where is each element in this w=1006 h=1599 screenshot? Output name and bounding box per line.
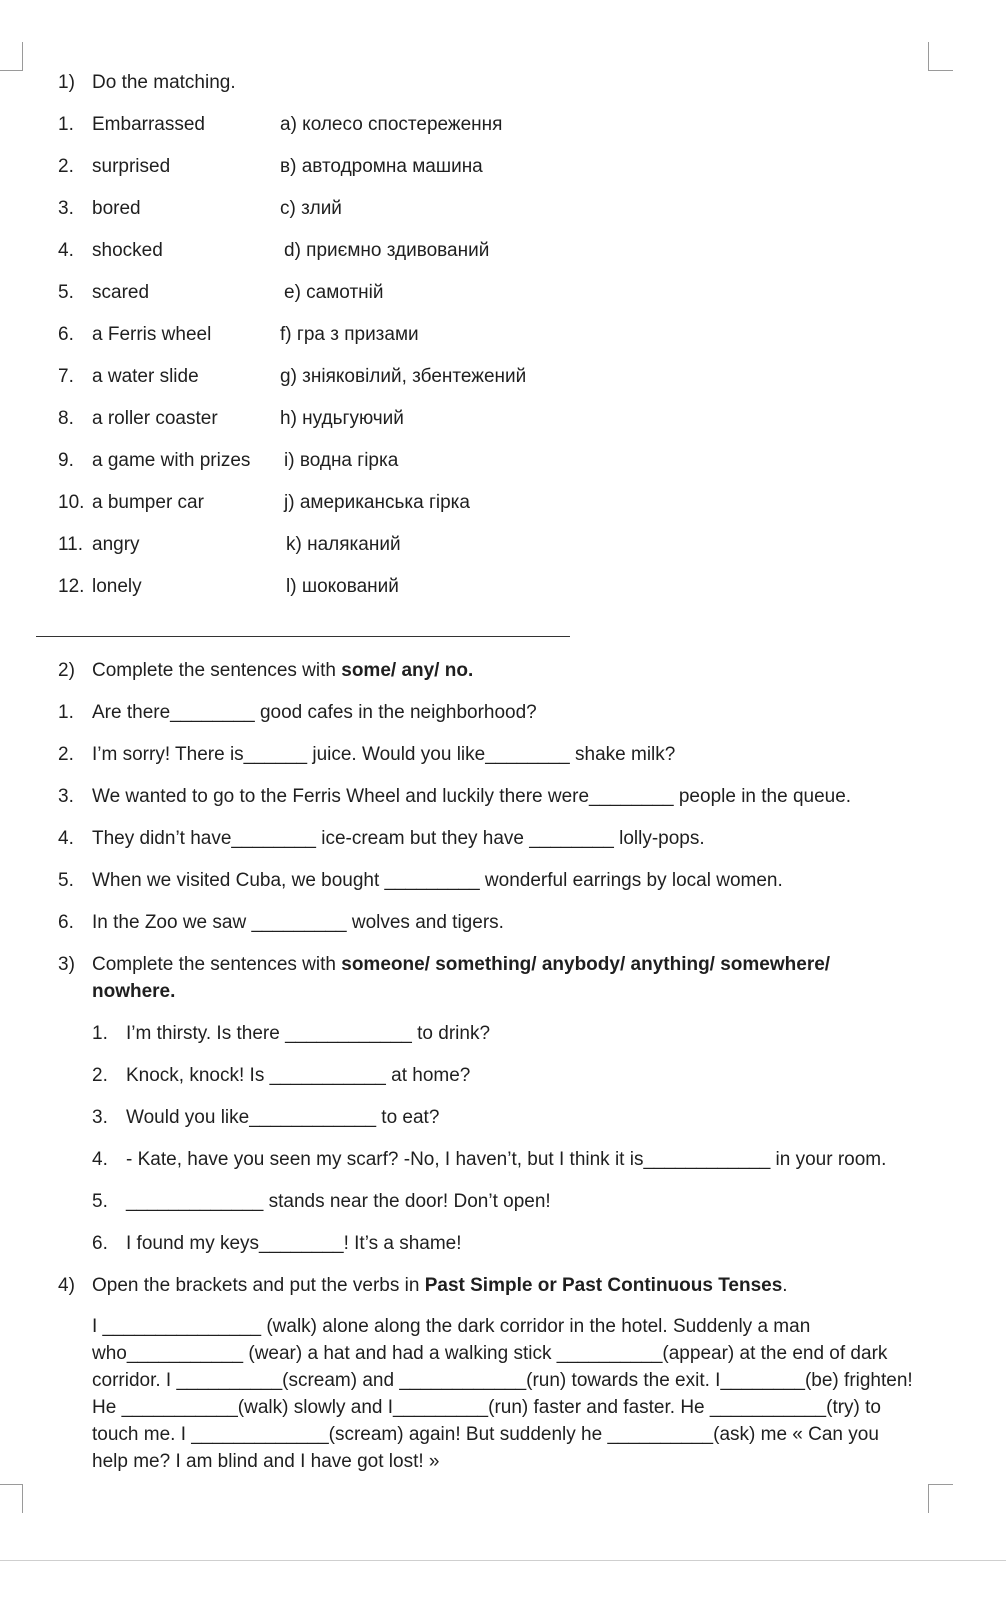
matching-item-word: a roller coaster <box>92 408 218 429</box>
matching-item-translation: в) автодромна машина <box>280 156 483 177</box>
task2-title-text: Complete the sentences with <box>92 660 342 681</box>
task2-title <box>92 660 473 682</box>
task2-number: 2) <box>58 660 75 681</box>
matching-item-number: 7. <box>58 366 74 387</box>
task3-title-keywords: someone/ something/ anybody/ anything/ somewhere/ <box>341 954 831 975</box>
matching-item-word: scared <box>92 282 150 303</box>
sentence-text: Knock, knock! Is ___________ at home? <box>126 1065 471 1086</box>
task4-title-keywords: Past Simple or Past Continuous Tenses <box>424 1275 783 1296</box>
matching-item-word: a game with prizes <box>92 450 251 471</box>
matching-item-number: 6. <box>58 324 74 345</box>
paragraph-line: touch me. I _____________(scream) again! But suddenly he __________(ask) me « Can you <box>92 1424 879 1445</box>
matching-item-translation: a) колесо спостереження <box>280 114 503 135</box>
paragraph-line: who___________ (wear) a hat and had a walking stick __________(appear) at the end of dark <box>92 1343 888 1364</box>
matching-item-number: 8. <box>58 408 74 429</box>
task1-title: Do the matching. <box>92 72 236 93</box>
sentence-number: 1. <box>92 1023 108 1044</box>
corner-mark-bottom-left <box>0 1484 23 1513</box>
sentence-text: I’m thirsty. Is there ____________ to drink? <box>126 1023 491 1044</box>
task2-title-keywords: some/ any/ no. <box>341 660 474 681</box>
matching-item-number: 5. <box>58 282 74 303</box>
matching-item-number: 12. <box>58 576 85 597</box>
matching-item-word: a bumper car <box>92 492 204 513</box>
matching-item-word: a water slide <box>92 366 199 387</box>
task4-title <box>92 1275 788 1297</box>
matching-item-word: angry <box>92 534 140 555</box>
sentence-number: 4. <box>92 1149 108 1170</box>
paragraph-line: corridor. I __________(scream) and ____________(run) towards the exit. I________(be) frighten! <box>92 1370 913 1391</box>
matching-item-word: shocked <box>92 240 163 261</box>
corner-mark-top-left <box>0 42 23 71</box>
paragraph-line: I _______________ (walk) alone along the dark corridor in the hotel. Suddenly a man <box>92 1316 811 1337</box>
sentence-number: 5. <box>92 1191 108 1212</box>
sentence-text: When we visited Cuba, we bought _________ wonderful earrings by local women. <box>92 870 783 891</box>
sentence-text: I found my keys________! It’s a shame! <box>126 1233 462 1254</box>
task3-title-text: Complete the sentences with <box>92 954 342 975</box>
matching-item-number: 11. <box>58 534 84 555</box>
matching-item-translation: j) американська гірка <box>284 492 470 513</box>
matching-item-translation: g) зніяковілий, збентежений <box>280 366 527 387</box>
corner-mark-top-right <box>928 42 953 71</box>
sentence-number: 3. <box>92 1107 108 1128</box>
sentence-text: Would you like____________ to eat? <box>126 1107 440 1128</box>
matching-item-word: surprised <box>92 156 171 177</box>
matching-item-translation: e) самотній <box>284 282 384 303</box>
matching-item-word: a Ferris wheel <box>92 324 212 345</box>
sentence-text: Are there________ good cafes in the neighborhood? <box>92 702 537 723</box>
paragraph-line: He ___________(walk) slowly and I_________(run) faster and faster. He ___________(try) to <box>92 1397 882 1418</box>
task1-number: 1) <box>58 72 75 93</box>
sentence-number: 3. <box>58 786 74 807</box>
matching-item-word: Embarrassed <box>92 114 205 135</box>
matching-item-translation: h) нудьгуючий <box>280 408 404 429</box>
sentence-text: _____________ stands near the door! Don’t open! <box>126 1191 551 1212</box>
sentence-text: They didn’t have________ ice-cream but they have ________ lolly-pops. <box>92 828 705 849</box>
matching-item-word: lonely <box>92 576 142 597</box>
corner-mark-bottom-right <box>928 1484 953 1513</box>
matching-item-number: 3. <box>58 198 74 219</box>
sentence-number: 6. <box>92 1233 108 1254</box>
task3-number: 3) <box>58 954 75 975</box>
matching-item-number: 2. <box>58 156 74 177</box>
matching-item-translation: k) наляканий <box>286 534 401 555</box>
task4-title-text: Open the brackets and put the verbs in <box>92 1275 425 1296</box>
sentence-number: 2. <box>58 744 74 765</box>
sentence-number: 4. <box>58 828 74 849</box>
matching-item-number: 9. <box>58 450 74 471</box>
matching-item-word: bored <box>92 198 141 219</box>
matching-item-translation: i) водна гірка <box>284 450 399 471</box>
sentence-number: 6. <box>58 912 74 933</box>
matching-item-number: 4. <box>58 240 74 261</box>
sentence-text: We wanted to go to the Ferris Wheel and luckily there were________ people in the queue. <box>92 786 852 807</box>
task4-title-end: . <box>782 1275 788 1296</box>
matching-item-translation: d) приємно здивований <box>284 240 490 261</box>
sentence-number: 1. <box>58 702 74 723</box>
section-divider <box>36 636 570 637</box>
paragraph-line: help me? I am blind and I have got lost! » <box>92 1451 440 1472</box>
task3-title <box>92 954 830 976</box>
matching-item-number: 1. <box>58 114 74 135</box>
sentence-text: I’m sorry! There is______ juice. Would you like________ shake milk? <box>92 744 676 765</box>
sentence-text: - Kate, have you seen my scarf? -No, I haven’t, but I think it is____________ in your room. <box>126 1149 887 1170</box>
page-bottom-edge <box>0 1560 1006 1561</box>
matching-item-number: 10. <box>58 492 85 513</box>
matching-item-translation: c) злий <box>280 198 342 219</box>
task4-number: 4) <box>58 1275 75 1296</box>
matching-item-translation: f) гра з призами <box>280 324 419 345</box>
task3-title-keywords-cont: nowhere. <box>92 981 176 1002</box>
sentence-text: In the Zoo we saw _________ wolves and tigers. <box>92 912 504 933</box>
matching-item-translation: l) шокований <box>286 576 399 597</box>
sentence-number: 5. <box>58 870 74 891</box>
sentence-number: 2. <box>92 1065 108 1086</box>
